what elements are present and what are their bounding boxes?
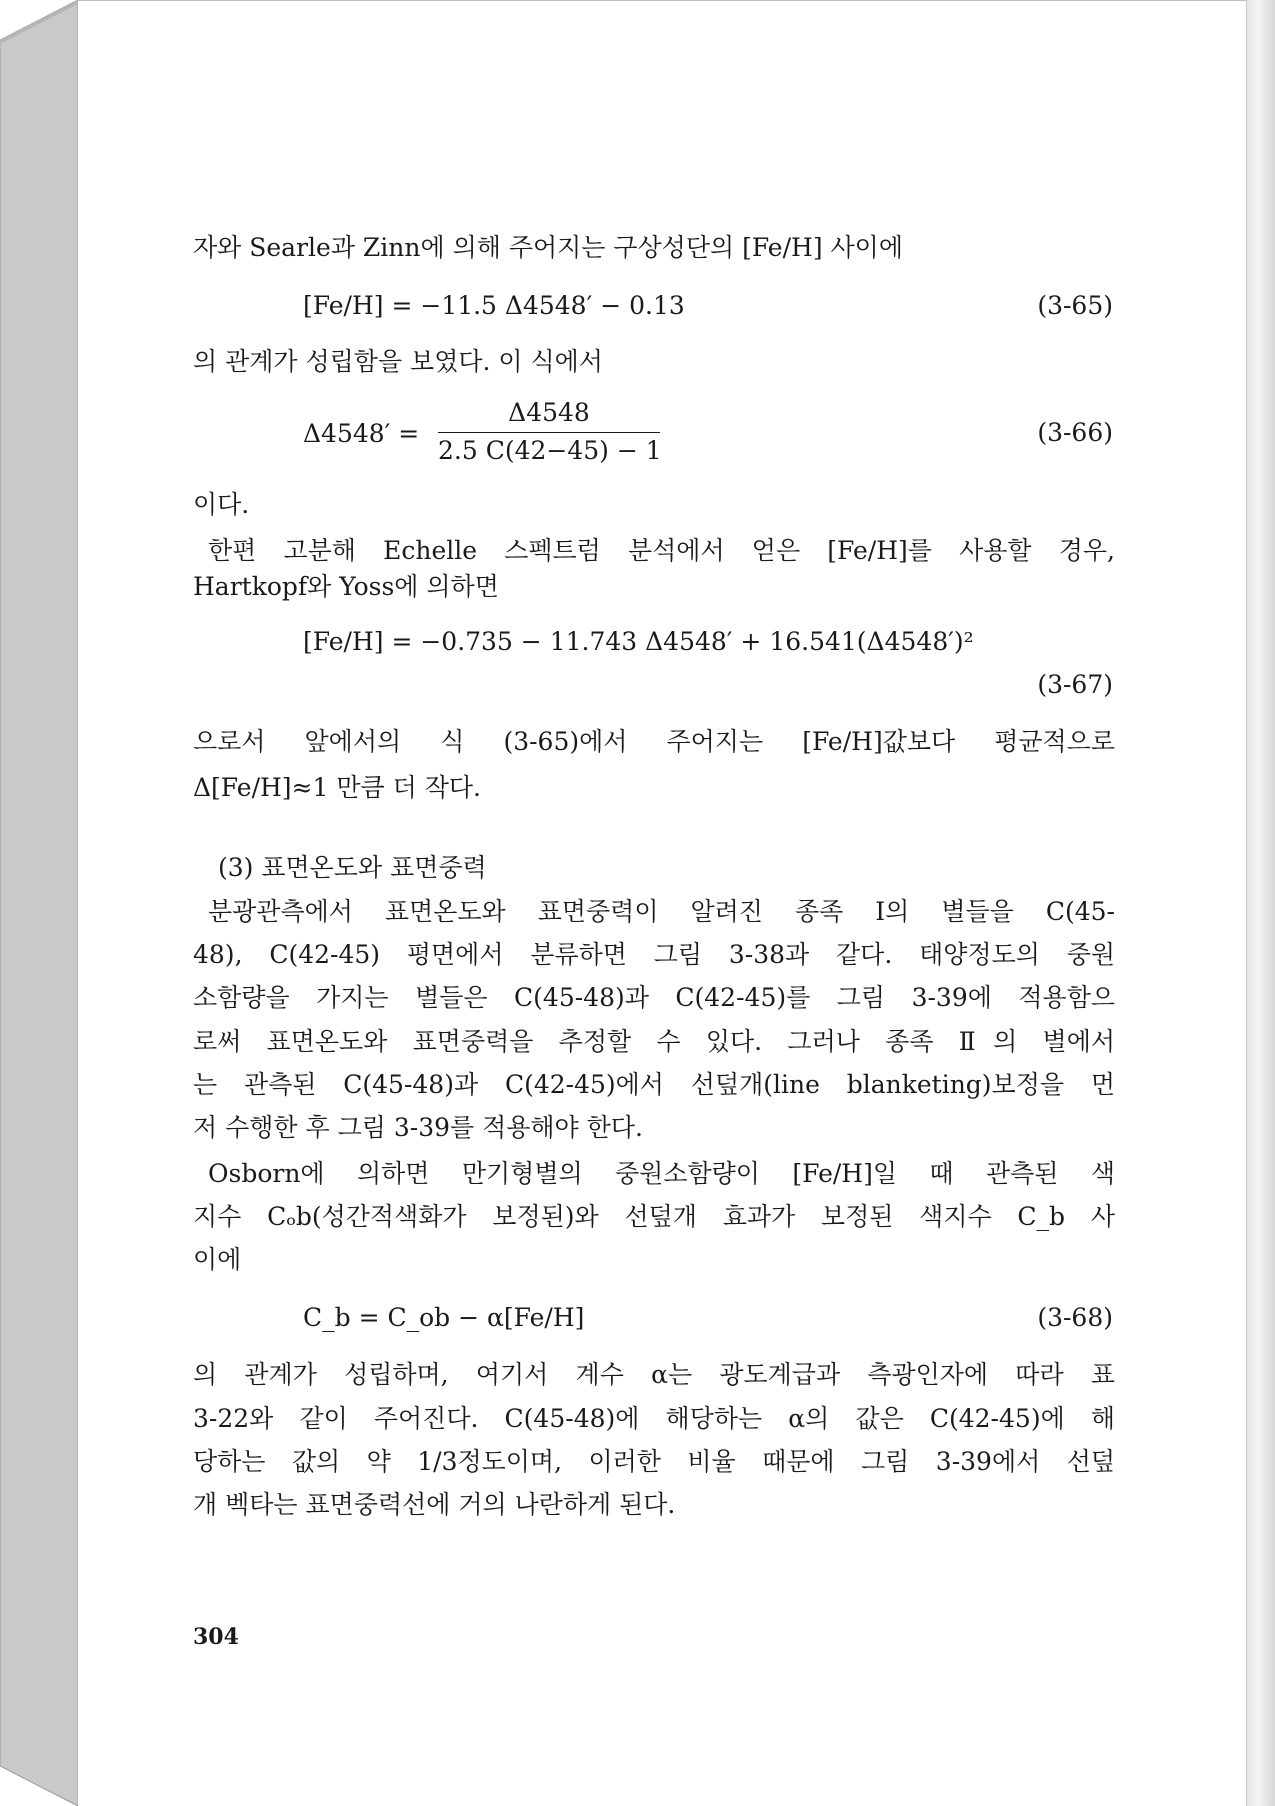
text-line-2: 의 관계가 성립함을 보였다. 이 식에서 [193,347,603,376]
text-line-17: 의 관계가 성립하며, 여기서 계수 α는 광도계급과 측광인자에 따라 표 [193,1360,1115,1389]
text-line-19: 당하는 값의 약 1/3정도이며, 이러한 비율 때문에 그림 3-39에서 선덮 [193,1447,1116,1476]
section-heading: (3) 표면온도와 표면중력 [218,853,487,882]
equation-3-67-number: (3-67) [1037,670,1113,699]
text-line-13: 저 수행한 후 그림 3-39를 적용해야 한다. [193,1113,643,1142]
equation-3-66-fraction [438,396,660,467]
text-line-12: 는 관측된 C(45-48)과 C(42-45)에서 선덮개(line blanketing)보정을 먼 [193,1070,1115,1099]
text-line-9: 48), C(42-45) 평면에서 분류하면 그림 3-38과 같다. 태양정도의 중원 [193,940,1115,969]
text-line-16: 이에 [193,1245,242,1274]
page-edge [1246,0,1275,1806]
page-number: 304 [193,1624,239,1650]
text-line-8: 분광관측에서 표면온도와 표면중력이 알려진 종족 I의 별들을 C(45- [208,897,1115,926]
fraction-bar [438,432,660,433]
equation-3-68: C_b = C_ob − α[Fe/H] [303,1303,585,1332]
equation-3-68-number: (3-68) [1037,1303,1113,1332]
equation-3-66-lhs: Δ4548′ = [303,419,420,448]
text-line-11: 로써 표면온도와 표면중력을 추정할 수 있다. 그러나 종족 Ⅱ의 별에서 [193,1027,1115,1056]
book-spine [0,0,80,1806]
equation-3-66-numerator: Δ4548 [508,398,590,427]
text-line-7: Δ[Fe/H]≈1 만큼 더 작다. [193,773,481,802]
equation-3-65-number: (3-65) [1037,291,1113,320]
text-line-14: Osborn에 의하면 만기형별의 중원소함량이 [Fe/H]일 때 관측된 색 [208,1159,1115,1188]
text-line-18: 3-22와 같이 주어진다. C(45-48)에 해당하는 α의 값은 C(42-45)에 해 [193,1404,1115,1433]
equation-3-65: [Fe/H] = −11.5 Δ4548′ − 0.13 [303,291,685,320]
text-line-1: 자와 Searle과 Zinn에 의해 주어지는 구상성단의 [Fe/H] 사이에 [193,233,903,262]
text-line-6: 으로서 앞에서의 식 (3-65)에서 주어지는 [Fe/H]값보다 평균적으로 [193,727,1115,756]
equation-3-66-number: (3-66) [1037,418,1113,447]
equation-3-67: [Fe/H] = −0.735 − 11.743 Δ4548′ + 16.541(Δ4548′)² [303,627,974,656]
document-page [78,0,1246,1806]
text-line-20: 개 벡타는 표면중력선에 거의 나란하게 된다. [193,1490,676,1519]
text-line-4: 한편 고분해 Echelle 스펙트럼 분석에서 얻은 [Fe/H]를 사용할 경우, [208,536,1115,565]
equation-3-66-denominator: 2.5 C(42−45) − 1 [438,436,662,465]
text-line-3: 이다. [193,490,250,519]
text-line-15: 지수 Cₒb(성간적색화가 보정된)와 선덮개 효과가 보정된 색지수 C_b 사 [193,1202,1115,1231]
text-line-5: Hartkopf와 Yoss에 의하면 [193,572,499,601]
text-line-10: 소함량을 가지는 별들은 C(45-48)과 C(42-45)를 그림 3-39에 적용함으 [193,983,1115,1012]
